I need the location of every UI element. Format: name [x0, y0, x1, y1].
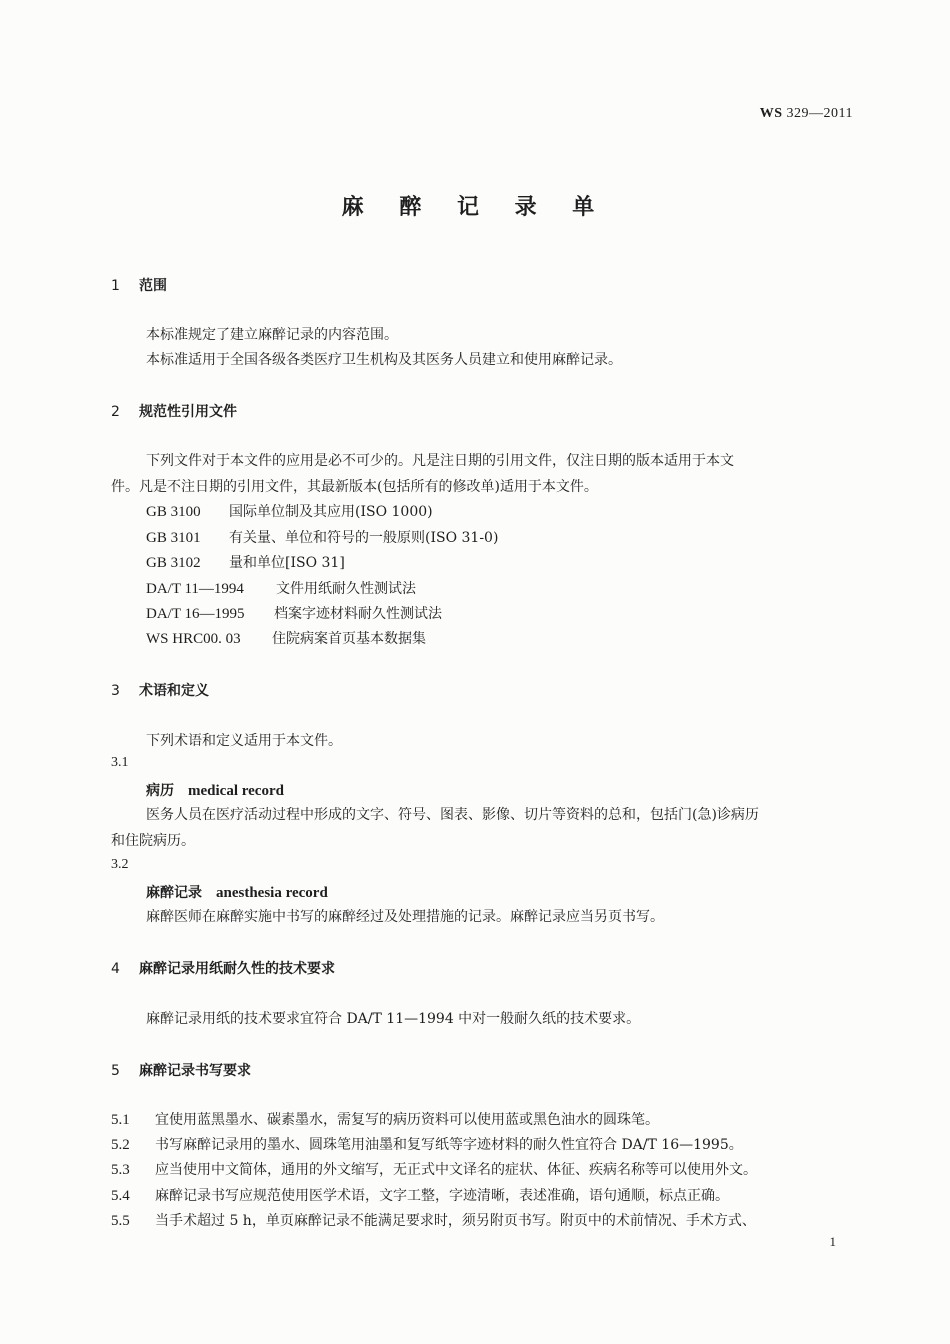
item-text: 宜使用蓝黑墨水、碳素墨水，需复写的病历资料可以使用蓝或黑色油水的圆珠笔。 [155, 1112, 659, 1128]
standard-code [760, 106, 853, 122]
section-4-heading [111, 958, 335, 978]
requirement-item [111, 1210, 756, 1230]
requirement-item [111, 1109, 659, 1129]
requirement-item [111, 1185, 729, 1205]
definition: 和住院病历。 [111, 833, 195, 849]
subclause-number: 3.2 [111, 857, 129, 872]
section-5-heading [111, 1060, 251, 1080]
definition: 麻醉医师在麻醉实施中书写的麻醉经过及处理措施的记录。麻醉记录应当另页书写。 [146, 909, 664, 925]
item-text: 当手术超过 5 h，单页麻醉记录不能满足要求时，须另附页书写。附页中的术前情况、手术方式、 [155, 1213, 756, 1229]
item-number: 5.4 [111, 1188, 130, 1204]
section-number: 1 [111, 278, 120, 294]
section-title: 术语和定义 [139, 683, 209, 699]
paragraph: 件。凡是不注日期的引用文件，其最新版本(包括所有的修改单)适用于本文件。 [111, 479, 598, 495]
paragraph: 下列文件对于本文件的应用是必不可少的。凡是注日期的引用文件，仅注日期的版本适用于本文 [146, 453, 734, 469]
reference-code: DA/T 11—1994 [146, 581, 244, 597]
item-text: 应当使用中文简体，通用的外文缩写，无正式中文译名的症状、体征、疾病名称等可以使用外文。 [155, 1162, 757, 1178]
reference-title: 档案字迹材料耐久性测试法 [274, 606, 442, 622]
normative-reference [146, 501, 433, 521]
reference-code: DA/T 16—1995 [146, 606, 245, 622]
section-title: 规范性引用文件 [139, 404, 237, 420]
normative-reference [146, 603, 442, 623]
section-title: 范围 [139, 278, 167, 294]
reference-code: GB 3102 [146, 555, 201, 571]
section-title: 麻醉记录书写要求 [139, 1063, 251, 1079]
term-chinese: 病历 [146, 783, 174, 799]
normative-reference [146, 527, 498, 547]
item-text: 麻醉记录书写应规范使用医学术语，文字工整，字迹清晰，表述准确，语句通顺，标点正确。 [155, 1188, 729, 1204]
document-title: 麻 醉 记 录 单 [341, 195, 609, 220]
page-number: 1 [829, 1234, 836, 1249]
term-entry [146, 780, 284, 800]
reference-code: GB 3101 [146, 530, 201, 546]
term-entry [146, 882, 328, 902]
section-1-heading [111, 275, 167, 295]
section-number: 4 [111, 961, 120, 977]
reference-title: 有关量、单位和符号的一般原则(ISO 31-0) [229, 530, 499, 546]
normative-reference [146, 578, 416, 598]
term-english: medical record [188, 783, 284, 799]
normative-reference [146, 628, 426, 648]
item-number: 5.2 [111, 1137, 130, 1153]
section-2-heading [111, 401, 237, 421]
section-number: 5 [111, 1063, 120, 1079]
reference-title: 住院病案首页基本数据集 [272, 631, 426, 647]
paragraph: 本标准适用于全国各级各类医疗卫生机构及其医务人员建立和使用麻醉记录。 [146, 352, 622, 368]
paragraph: 下列术语和定义适用于本文件。 [146, 733, 342, 749]
standard-code-prefix: WS [759, 106, 783, 121]
reference-code: GB 3100 [146, 504, 201, 520]
subclause-number: 3.1 [111, 755, 129, 770]
item-text: 书写麻醉记录用的墨水、圆珠笔用油墨和复写纸等字迹材料的耐久性宜符合 DA/T 16—1995。 [155, 1137, 743, 1153]
item-number: 5.3 [111, 1162, 130, 1178]
requirement-item [111, 1159, 757, 1179]
standard-code-number: 329—2011 [786, 106, 853, 121]
reference-title: 文件用纸耐久性测试法 [276, 581, 416, 597]
definition: 医务人员在医疗活动过程中形成的文字、符号、图表、影像、切片等资料的总和，包括门(急)诊病历 [146, 807, 759, 823]
item-number: 5.5 [111, 1213, 130, 1229]
paragraph: 本标准规定了建立麻醉记录的内容范围。 [146, 327, 398, 343]
reference-title: 国际单位制及其应用(ISO 1000) [229, 504, 433, 520]
reference-title: 量和单位[ISO 31] [229, 555, 345, 571]
paragraph: 麻醉记录用纸的技术要求宜符合 DA/T 11—1994 中对一般耐久纸的技术要求。 [146, 1011, 641, 1027]
section-title: 麻醉记录用纸耐久性的技术要求 [139, 961, 335, 977]
requirement-item [111, 1134, 743, 1154]
section-number: 2 [111, 404, 120, 420]
term-english: anesthesia record [216, 885, 328, 901]
section-3-heading [111, 680, 209, 700]
term-chinese: 麻醉记录 [146, 885, 202, 901]
item-number: 5.1 [111, 1112, 130, 1128]
reference-code: WS HRC00. 03 [146, 631, 241, 647]
normative-reference [146, 552, 345, 572]
section-number: 3 [111, 683, 120, 699]
